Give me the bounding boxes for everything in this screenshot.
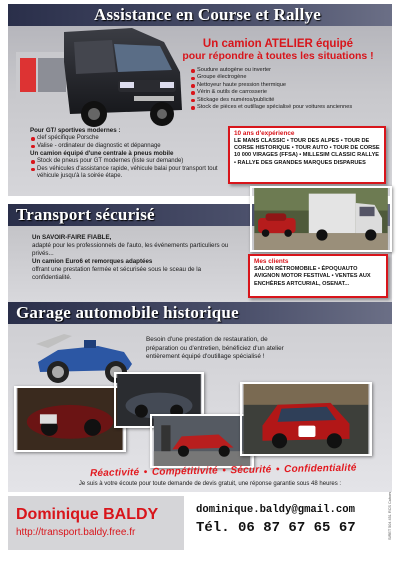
experience-body: LE MANS CLASSIC • TOUR DES ALPES • TOUR DE CORSE HISTORIQUE • TOUR AUTO • TOUR DE CORSE 10 000 VIRAGES (FFSA) • MILLESIM CLASSIC RALLYE • RALLYE DES GRANDES MARQUES DISPARUES — [234, 138, 380, 166]
garage-photo-4 — [240, 382, 372, 456]
headline-line-2: pour répondre à toutes les situations ! — [182, 50, 374, 62]
equipment-list — [190, 67, 390, 111]
equipment-item: Groupe électrogène — [190, 74, 390, 81]
tire-heading: Un camion équipé d'une centrale à pneus mobile — [30, 150, 174, 158]
tagline-item: Réactivité — [89, 467, 140, 480]
tagline-item: Sécurité — [230, 464, 272, 477]
transport-line-1: Un SAVOIR-FAIRE FIABLE, — [32, 234, 112, 241]
footer-siret: SIRET 504 451 RCS Cahors — [388, 491, 392, 540]
tagline-item: Compétitivité — [151, 465, 218, 478]
garage-text: Besoin d'une prestation de restauration, de préparation ou d'entretien, bénéficiez d'un atelier entièrement équipé d'outillage spécialisé ! — [146, 336, 284, 361]
equipment-item: Soudure autogène ou inverter — [190, 67, 390, 74]
assistance-title: Assistance en Course et Rallye — [94, 5, 321, 24]
garage-photo-1 — [14, 386, 126, 452]
gt-heading: Pour GT/ sportives modernes : — [30, 127, 121, 134]
transport-truck-photo — [250, 186, 392, 252]
experience-card — [228, 126, 386, 184]
workshop-truck-image — [14, 22, 194, 130]
equipment-item: Stock de pièces et outillage spécialisé pour voitures anciennes — [190, 104, 390, 111]
gt-list — [30, 135, 240, 150]
equipment-item: Nettoyeur haute pression thermique — [190, 82, 390, 89]
gt-item: clef spécifique Porsche — [30, 135, 240, 143]
tagline-separator: • — [275, 464, 280, 476]
transport-line-3: Un camion Euro6 et remorques adaptées — [32, 258, 153, 265]
equipment-item: Vérin & outils de carrosserie — [190, 89, 390, 96]
transport-text — [32, 234, 232, 282]
transport-line-2: adapté pour les professionnels de l'auto, les événements particuliers ou privés... — [32, 242, 229, 257]
tagline-separator: • — [143, 466, 148, 479]
tire-list — [30, 158, 240, 181]
tire-item: Des véhicules d'assistance rapide, véhicule balai pour transport tout véhicule jusqu'à la soirée étape. — [30, 166, 240, 181]
equipment-item: Stickage des numéros/publicité — [190, 97, 390, 104]
tire-item: Stock de pneus pour GT modernes (liste sur demande) — [30, 158, 240, 166]
tagline-item: Confidentialité — [284, 462, 357, 476]
contact-note: Je suis à votre écoute pour toute demande de devis gratuit, une réponse garantie sous 48 heures : — [78, 481, 342, 487]
footer-name: Dominique BALDY — [16, 506, 159, 523]
tagline-separator: • — [222, 465, 227, 477]
gt-item: Valise - ordinateur de diagnostic et dépannage — [30, 143, 240, 151]
clients-card — [248, 254, 388, 298]
footer-phone[interactable]: Tél. 06 87 67 65 67 — [196, 520, 356, 536]
transport-title: Transport sécurisé — [16, 205, 155, 224]
clients-title: Mes clients — [254, 258, 289, 265]
gt-block — [30, 127, 240, 181]
footer-url[interactable]: http://transport.baldy.free.fr — [16, 527, 136, 538]
headline-line-1: Un camion ATELIER équipé — [202, 38, 354, 50]
clients-body: SALON RÉTROMOBILE • ÉPOQUAUTO AVIGNON MOTOR FESTIVAL • VENTES AUX ENCHÈRES ARTCURIAL, OSENAT... — [254, 266, 371, 287]
transport-line-4: offrant une prestation fermée et sécurisée sous le sceau de la confidentialité. — [32, 266, 202, 281]
footer-email[interactable]: dominique.baldy@gmail.com — [196, 504, 355, 516]
assistance-headline — [168, 38, 388, 62]
experience-title: 10 ans d'expérience — [234, 130, 295, 137]
garage-band — [8, 302, 392, 324]
garage-title: Garage automobile historique — [16, 303, 239, 322]
